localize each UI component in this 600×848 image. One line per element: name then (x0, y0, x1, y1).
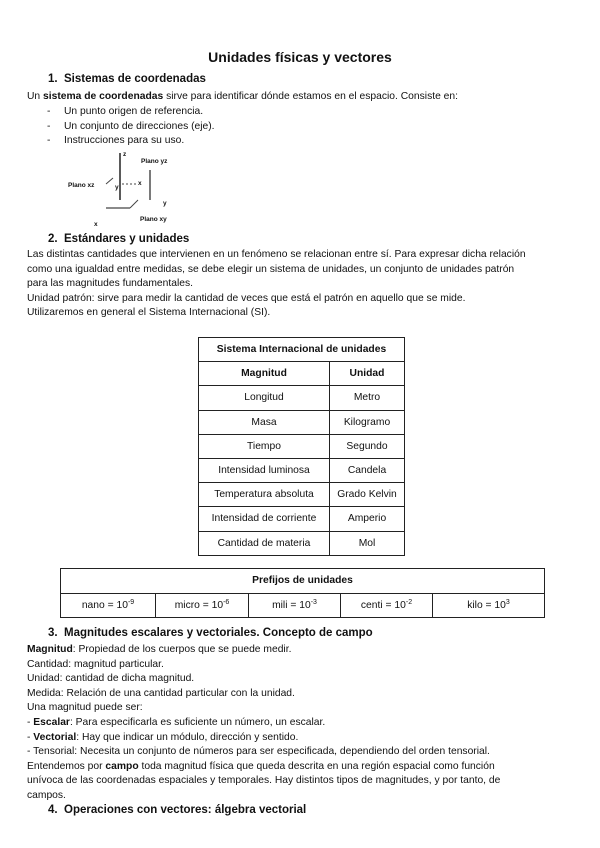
prefixes-table (60, 568, 545, 618)
table-row: nano = $10^{-9}$ micro = $10^{-6}$ mili = $10^{-3}$ centi = $10^{-2}$ kilo = $10^3$ (61, 593, 545, 618)
column-header: Unidad (330, 362, 405, 386)
section-4-heading: 4. Operaciones con vectores: álgebra vectorial (48, 804, 307, 816)
table-row: Cantidad de materia Mol (199, 531, 405, 555)
section-3-body: Magnitud: Propiedad de los cuerpos que se puede medir. Cantidad: magnitud particular. Unidad: cantidad de dicha magnitud. Medida: Relación de una cantidad particular con la unidad. Una magnitud puede ser: - Escalar: Para especificarla es suficiente un número, un escalar. - Vectorial: Hay que indicar un módulo, dirección y sentido. - Tensorial: Necesita un conjunto de números para ser especificada, dependiendo del orden tensorial. Entendemos por campo toda magnitud física que queda descrita en una región espacial como función unívoca de las coordenadas espaciales y temporales. Hay distintos tipos de magnitudes, y por tanto, de campos. (27, 644, 501, 801)
list-item: - Un conjunto de direcciones (eje). (47, 120, 215, 132)
si-units-table (198, 337, 405, 556)
list-item: - Instrucciones para su uso. (47, 135, 185, 147)
table-row: Longitud Metro (199, 386, 405, 410)
table-title: Sistema Internacional de unidades (199, 338, 405, 362)
table-row: Intensidad de corriente Amperio (199, 507, 405, 531)
table-title: Prefijos de unidades (61, 569, 545, 594)
table-row: Intensidad luminosa Candela (199, 458, 405, 482)
table-row: Masa Kilogramo (199, 410, 405, 434)
section-1-heading: 1. Sistemas de coordenadas (48, 73, 206, 85)
coordinate-planes-diagram: z Plano yz Plano xz y x y x Plano xy (68, 151, 168, 228)
section-2-body: Las distintas cantidades que intervienen en un fenómeno se relacionan entre sí. Para expresar dicha relación como una igualdad entre medidas, se debe elegir un sistema de unidades, un conjunto de unidades patrón para las magnitudes fundamentales. Unidad patrón: sirve para medir la cantidad de veces que está el patrón en aquello que se mide. Utilizaremos en general el Sistema Internacional (SI). (27, 249, 526, 319)
section-2-heading: 2. Estándares y unidades (48, 233, 190, 245)
table-row: Tiempo Segundo (199, 434, 405, 458)
section-3-heading: 3. Magnitudes escalares y vectoriales. Concepto de campo (48, 627, 373, 639)
document-title: Unidades físicas y vectores (208, 49, 392, 65)
section-1-intro: Un sistema de coordenadas sirve para identificar dónde estamos en el espacio. Consiste en: (27, 91, 458, 102)
section-1-list (47, 105, 215, 149)
table-row: Temperatura absoluta Grado Kelvin (199, 483, 405, 507)
column-header: Magnitud (199, 362, 330, 386)
list-item: - Un punto origen de referencia. (47, 106, 204, 117)
